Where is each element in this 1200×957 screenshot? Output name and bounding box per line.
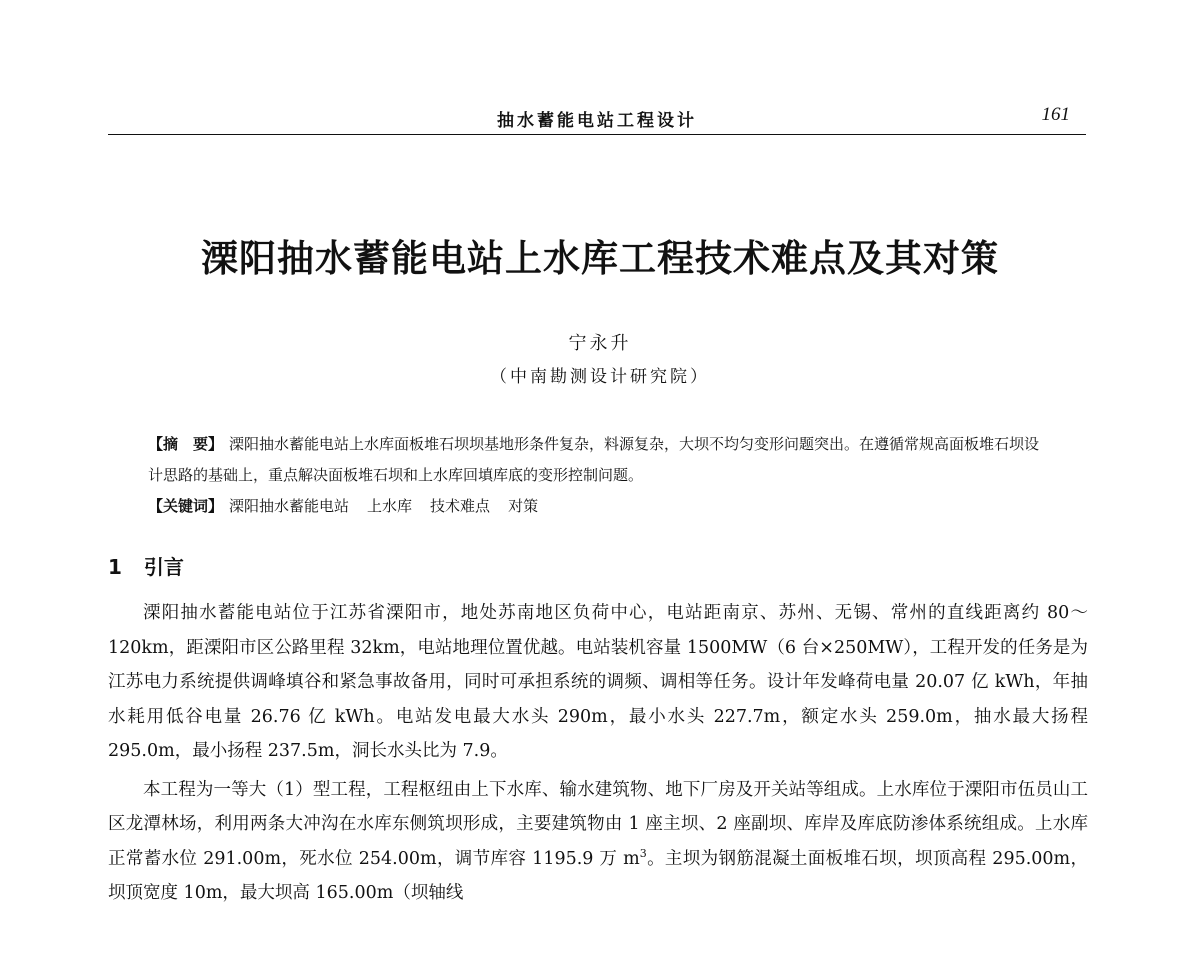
keyword: 溧阳抽水蓄能电站	[229, 497, 350, 515]
keyword: 上水库	[367, 497, 413, 515]
abstract-block	[148, 429, 1053, 522]
body-paragraph: 溧阳抽水蓄能电站位于江苏省溧阳市，地处苏南地区负荷中心，电站距南京、苏州、无锡、常州的直线距离约 80～120km，距溧阳市区公路里程 32km，电站地理位置优越。电站装机容量 1500MW（6 台×250MW），工程开发的任务是为江苏电力系统提供调峰填谷和紧急事故备用，同时可承担系统的调频、调相等任务。设计年发峰荷电量 20.07 亿 kWh，年抽水耗用低谷电量 26.76 亿 kWh。电站发电最大水头 290m，最小水头 227.7m，额定水头 259.0m，抽水最大扬程 295.0m，最小扬程 237.5m，洞长水头比为 7.9。	[108, 603, 1088, 761]
running-header	[108, 100, 1086, 135]
body-paragraph	[108, 773, 1088, 911]
superscript: 3	[639, 846, 647, 860]
keywords-label: 【关键词】	[148, 497, 224, 515]
body-paragraph-text: 本工程为一等大（1）型工程，工程枢纽由上下水库、输水建筑物、地下厂房及开关站等组成。上水库位于溧阳市伍员山工区龙潭林场，利用两条大冲沟在水库东侧筑坝形成，主要建筑物由 1 座主坝、2 座副坝、库岸及库底防渗体系统组成。上水库正常蓄水位 291.00m，死水位 254.00m，调节库容 1195.9 万 m	[108, 779, 1088, 869]
section-number: 1	[108, 555, 122, 579]
keyword: 对策	[508, 497, 539, 515]
section-heading	[108, 551, 184, 580]
author-name: 宁永升	[568, 333, 632, 354]
author-affiliation: （中南勘测设计研究院）	[490, 367, 710, 387]
running-title: 抽水蓄能电站工程设计	[497, 111, 697, 131]
abstract-text: 溧阳抽水蓄能电站上水库面板堆石坝坝基地形条件复杂，料源复杂，大坝不均匀变形问题突出。在遵循常规高面板堆石坝设计思路的基础上，重点解决面板堆石坝和上水库回填库底的变形控制问题。	[148, 435, 1040, 484]
keyword: 技术难点	[430, 497, 491, 515]
article-title: 溧阳抽水蓄能电站上水库工程技术难点及其对策	[201, 237, 999, 280]
abstract-paragraph	[148, 429, 1053, 491]
body-text	[108, 596, 1088, 915]
abstract-label: 【摘 要】	[148, 435, 224, 453]
page-number: 161	[1041, 104, 1070, 125]
keywords-line	[148, 491, 1053, 522]
body-paragraph-text: 。主坝为钢筋混凝土面板堆石坝，坝顶高程 295.00m，坝顶宽度 10m，最大坝高 165.00m（坝轴线	[108, 848, 1088, 903]
section-title: 引言	[143, 555, 184, 579]
